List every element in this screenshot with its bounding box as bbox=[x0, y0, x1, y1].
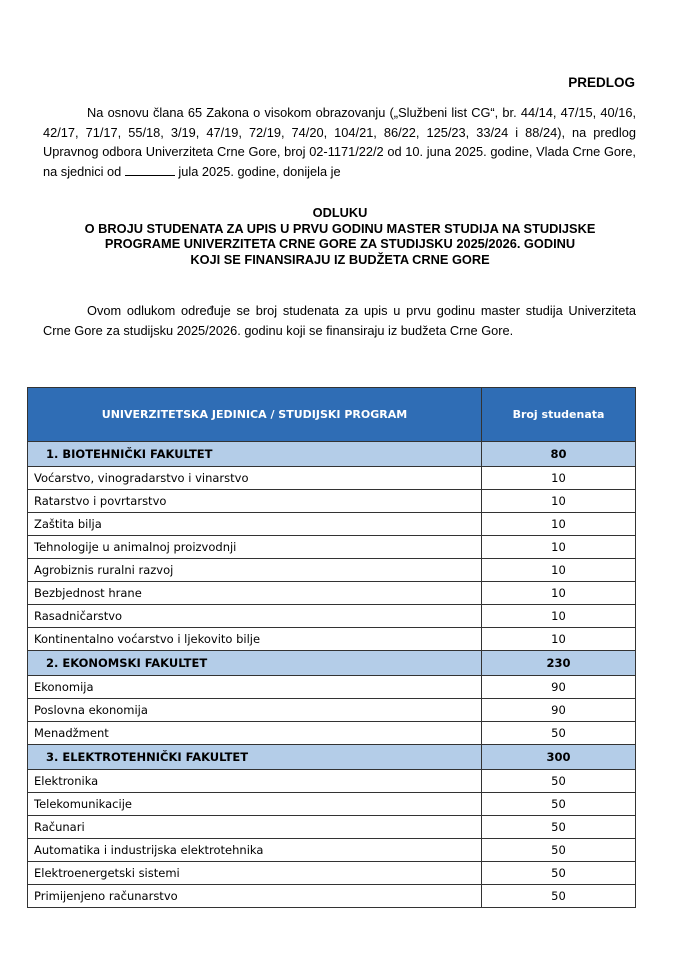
table-body bbox=[28, 442, 636, 908]
program-name: Elektroenergetski sistemi bbox=[28, 862, 482, 885]
program-name: Agrobiznis ruralni razvoj bbox=[28, 559, 482, 582]
header-unit-program: UNIVERZITETSKA JEDINICA / STUDIJSKI PROGRAM bbox=[28, 388, 482, 442]
heading-line-1: ODLUKU bbox=[312, 205, 368, 220]
program-name: Rasadničarstvo bbox=[28, 605, 482, 628]
program-name: Tehnologije u animalnoj proizvodnji bbox=[28, 536, 482, 559]
program-count: 90 bbox=[482, 699, 636, 722]
student-quota-table bbox=[27, 387, 636, 908]
program-name: Telekomunikacije bbox=[28, 793, 482, 816]
document-status-label: PREDLOG bbox=[568, 75, 635, 90]
program-row bbox=[28, 490, 636, 513]
program-name: Primijenjeno računarstvo bbox=[28, 885, 482, 908]
program-row bbox=[28, 467, 636, 490]
program-count: 90 bbox=[482, 676, 636, 699]
program-name: Računari bbox=[28, 816, 482, 839]
program-count: 50 bbox=[482, 722, 636, 745]
intro-text: Na osnovu člana 65 Zakona o visokom obrazovanju („Službeni list CG“, br. 44/14, 47/15, 40/16, 42/17, 71/17, 55/18, 3/19, 47/19, 72/19, 74/20, 104/21, 86/22, 125/23, 33/24 i 88/24), na predlog Upravnog odbora Univerziteta Crne Gore, broj 02-1171/22/2 od 10. juna 2025. godine, Vlada Crne Gore, na sjednici od bbox=[43, 105, 636, 179]
program-name: Zaštita bilja bbox=[28, 513, 482, 536]
heading-line-4: KOJI SE FINANSIRAJU IZ BUDŽETA CRNE GORE bbox=[190, 251, 490, 267]
program-row bbox=[28, 862, 636, 885]
decision-paragraph: Ovom odlukom određuje se broj studenata za upis u prvu godinu master studija Univerziteta Crne Gore za studijsku 2025/2026. godinu koji se finansiraju iz budžeta Crne Gore. bbox=[43, 303, 636, 338]
program-row bbox=[28, 816, 636, 839]
faculty-total: 80 bbox=[482, 442, 636, 467]
faculty-row bbox=[28, 651, 636, 676]
decision-heading bbox=[30, 205, 650, 267]
program-count: 10 bbox=[482, 559, 636, 582]
program-name: Poslovna ekonomija bbox=[28, 699, 482, 722]
heading-line-3: PROGRAME UNIVERZITETA CRNE GORE ZA STUDIJSKU 2025/2026. GODINU bbox=[104, 236, 576, 251]
program-row bbox=[28, 676, 636, 699]
program-name: Ratarstvo i povrtarstvo bbox=[28, 490, 482, 513]
program-row bbox=[28, 628, 636, 651]
program-count: 50 bbox=[482, 770, 636, 793]
program-count: 50 bbox=[482, 816, 636, 839]
program-name: Menadžment bbox=[28, 722, 482, 745]
faculty-total: 300 bbox=[482, 745, 636, 770]
program-count: 10 bbox=[482, 513, 636, 536]
program-count: 50 bbox=[482, 793, 636, 816]
program-name: Voćarstvo, vinogradarstvo i vinarstvo bbox=[28, 467, 482, 490]
program-row bbox=[28, 793, 636, 816]
program-count: 10 bbox=[482, 628, 636, 651]
program-row bbox=[28, 885, 636, 908]
program-name: Ekonomija bbox=[28, 676, 482, 699]
program-name: Kontinentalno voćarstvo i ljekovito bilje bbox=[28, 628, 482, 651]
program-row bbox=[28, 770, 636, 793]
program-row bbox=[28, 559, 636, 582]
program-row bbox=[28, 839, 636, 862]
program-count: 50 bbox=[482, 839, 636, 862]
program-row bbox=[28, 722, 636, 745]
program-name: Bezbjednost hrane bbox=[28, 582, 482, 605]
faculty-name: 1. BIOTEHNIČKI FAKULTET bbox=[28, 442, 482, 467]
faculty-total: 230 bbox=[482, 651, 636, 676]
intro-paragraph bbox=[43, 103, 636, 181]
program-row bbox=[28, 513, 636, 536]
program-count: 50 bbox=[482, 885, 636, 908]
program-row bbox=[28, 536, 636, 559]
program-count: 50 bbox=[482, 862, 636, 885]
faculty-row bbox=[28, 442, 636, 467]
program-count: 10 bbox=[482, 582, 636, 605]
table-header-row bbox=[28, 388, 636, 442]
program-name: Elektronika bbox=[28, 770, 482, 793]
program-count: 10 bbox=[482, 490, 636, 513]
program-row bbox=[28, 605, 636, 628]
header-student-count: Broj studenata bbox=[482, 388, 636, 442]
faculty-row bbox=[28, 745, 636, 770]
program-count: 10 bbox=[482, 536, 636, 559]
faculty-name: 3. ELEKTROTEHNIČKI FAKULTET bbox=[28, 745, 482, 770]
faculty-name: 2. EKONOMSKI FAKULTET bbox=[28, 651, 482, 676]
program-count: 10 bbox=[482, 605, 636, 628]
heading-line-2: O BROJU STUDENATA ZA UPIS U PRVU GODINU MASTER STUDIJA NA STUDIJSKE bbox=[84, 220, 596, 236]
program-row bbox=[28, 699, 636, 722]
intro-text-end: jula 2025. godine, donijela je bbox=[178, 163, 341, 179]
program-row bbox=[28, 582, 636, 605]
program-count: 10 bbox=[482, 467, 636, 490]
date-blank-line bbox=[125, 164, 175, 176]
program-name: Automatika i industrijska elektrotehnika bbox=[28, 839, 482, 862]
